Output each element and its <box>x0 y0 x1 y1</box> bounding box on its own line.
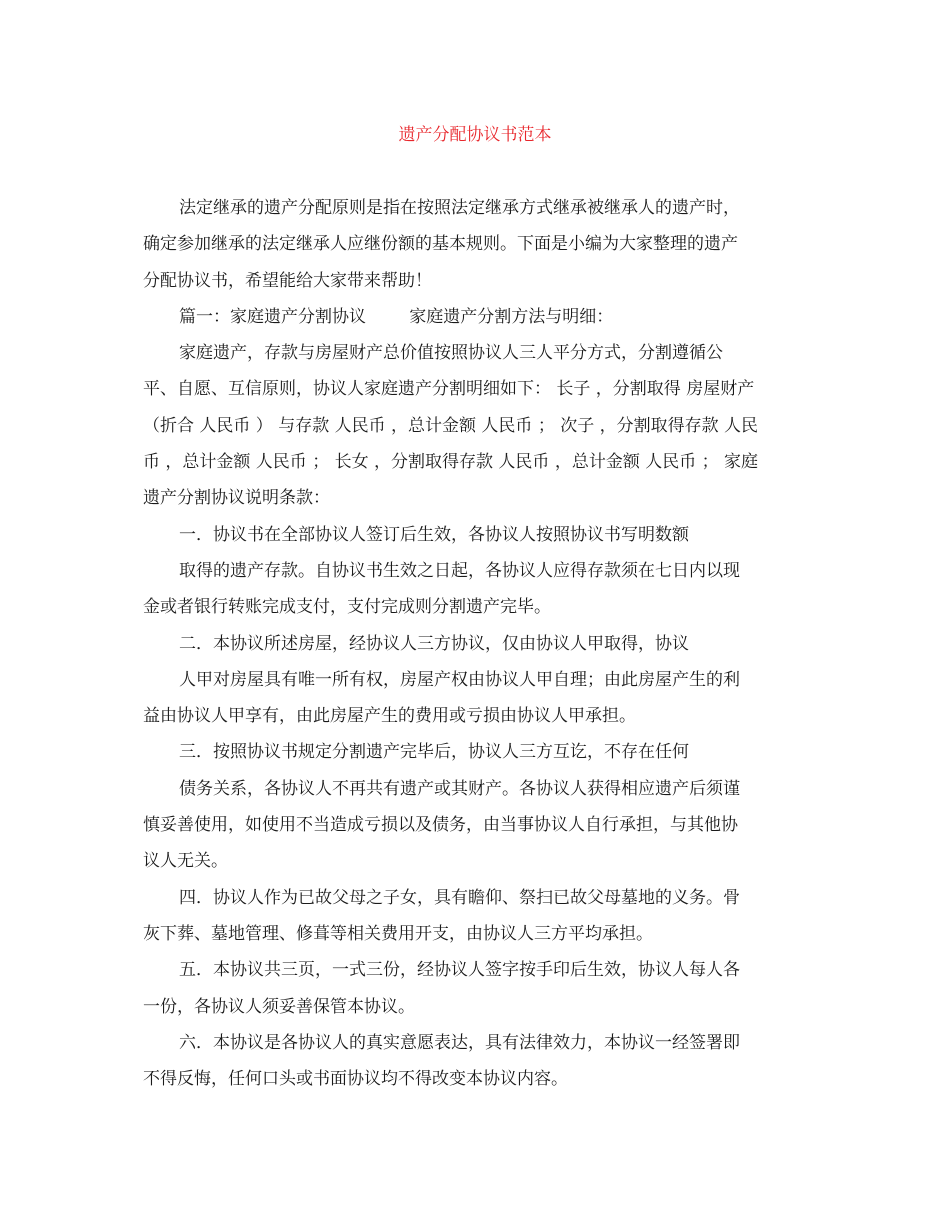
document-title: 遗产分配协议书范本 <box>398 125 552 145</box>
text-line: 二．本协议所述房屋，经协议人三方协议，仅由协议人甲取得，协议 <box>179 633 689 654</box>
text-line: （折合 人民币 ） 与存款 人民币 ，总计金额 人民币 ； 次子 ，分割取得存款 人民 <box>143 415 759 436</box>
text-line: 遗产分割协议说明条款： <box>143 488 330 509</box>
text-line: 取得的遗产存款。自协议书生效之日起，各协议人应得存款须在七日内以现 <box>179 560 740 581</box>
document-body <box>143 190 813 1097</box>
text-line: 慎妥善使用，如使用不当造成亏损以及债务，由当事协议人自行承担，与其他协 <box>143 815 738 836</box>
text-line: 金或者银行转账完成支付，支付完成则分割遗产完毕。 <box>143 597 551 618</box>
text-line: 篇一：家庭遗产分割协议 家庭遗产分割方法与明细： <box>179 306 614 327</box>
text-line: 一．协议书在全部协议人签订后生效，各协议人按照协议书写明数额 <box>179 524 689 545</box>
text-line: 币 ，总计金额 人民币 ； 长女 ，分割取得存款 人民币 ，总计金额 人民币 ； 家庭 <box>143 452 759 473</box>
text-line: 法定继承的遗产分配原则是指在按照法定继承方式继承被继承人的遗产时， <box>179 198 740 218</box>
text-line: 五．本协议共三页，一式三份，经协议人签字按手印后生效，协议人每人各 <box>179 960 740 981</box>
text-line: 平、自愿、互信原则，协议人家庭遗产分割明细如下： 长子 ，分割取得 房屋财产 <box>143 379 755 400</box>
text-line: 三．按照协议书规定分割遗产完毕后，协议人三方互讫，不存在任何 <box>179 742 689 763</box>
text-line: 人甲对房屋具有唯一所有权，房屋产权由协议人甲自理；由此房屋产生的利 <box>179 669 740 690</box>
text-line: 分配协议书，希望能给大家带来帮助！ <box>143 270 432 291</box>
text-line: 四．协议人作为已故父母之子女，具有瞻仰、祭扫已故父母墓地的义务。骨 <box>179 887 740 908</box>
text-line: 议人无关。 <box>143 851 228 872</box>
text-line: 债务关系，各协议人不再共有遗产或其财产。各协议人获得相应遗产后须谨 <box>179 778 740 799</box>
text-line: 一份，各协议人须妥善保管本协议。 <box>143 996 415 1017</box>
text-line: 灰下葬、墓地管理、修葺等相关费用开支，由协议人三方平均承担。 <box>143 923 653 944</box>
text-line: 家庭遗产，存款与房屋财产总价值按照协议人三人平分方式，分割遵循公 <box>179 343 723 364</box>
text-line: 益由协议人甲享有，由此房屋产生的费用或亏损由协议人甲承担。 <box>143 706 636 727</box>
text-line: 不得反悔，任何口头或书面协议均不得改变本协议内容。 <box>143 1069 568 1090</box>
text-line: 确定参加继承的法定继承人应继份额的基本规则。下面是小编为大家整理的遗产 <box>143 234 738 255</box>
text-line: 六．本协议是各协议人的真实意愿表达，具有法律效力，本协议一经签署即 <box>179 1032 740 1053</box>
